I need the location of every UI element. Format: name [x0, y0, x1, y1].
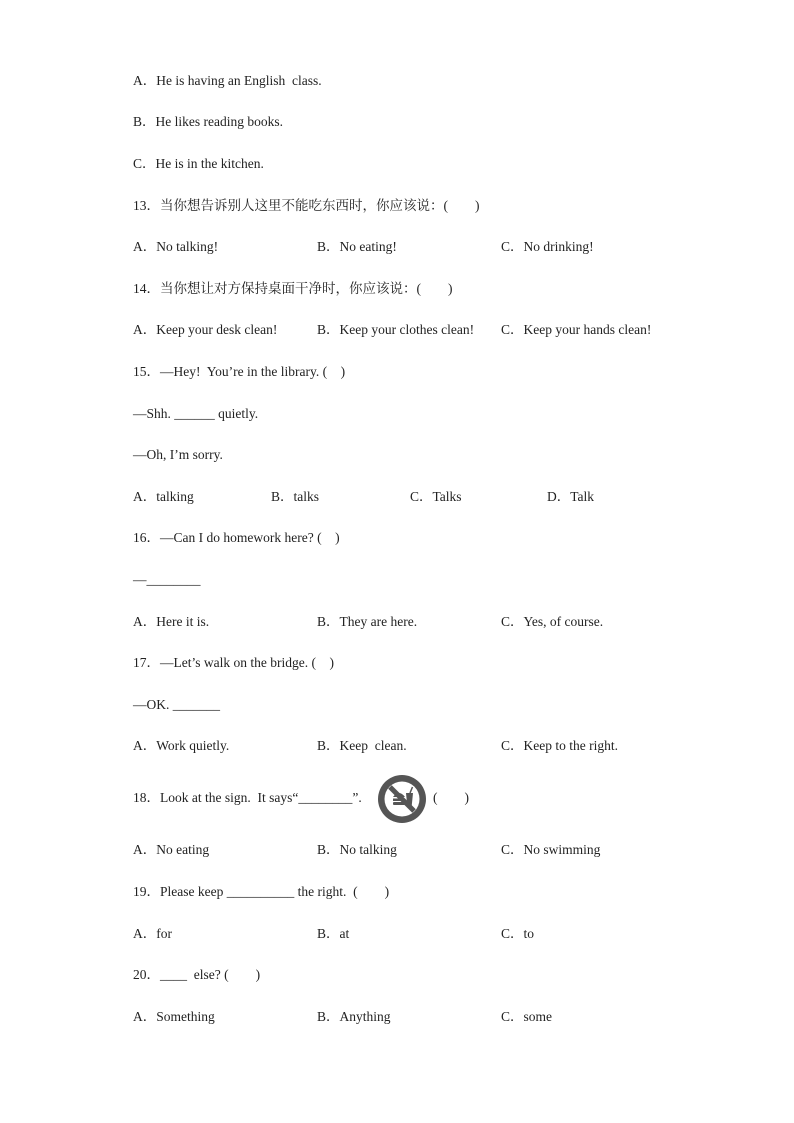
q16-option-c: C．Yes, of course.	[501, 614, 604, 629]
q17-option-c: C．Keep to the right.	[501, 738, 618, 753]
q13-option-b: B．No eating!	[317, 239, 397, 254]
q15-option-a: A．talking	[133, 489, 194, 504]
q19-stem: 19．Please keep __________ the right. ( )	[133, 884, 390, 899]
q13-option-c: C．No drinking!	[501, 239, 594, 254]
q15-option-b: B．talks	[271, 489, 320, 504]
q14-option-b: B．Keep your clothes clean!	[317, 322, 475, 337]
q19-option-a: A．for	[133, 926, 172, 941]
q20-option-c: C．some	[501, 1009, 553, 1024]
q18-option-c: C．No swimming	[501, 842, 601, 857]
q12-option-c: C．He is in the kitchen.	[133, 156, 264, 171]
q20-option-b: B．Anything	[317, 1009, 391, 1024]
q20-option-a: A．Something	[133, 1009, 215, 1024]
q14-option-a: A．Keep your desk clean!	[133, 322, 278, 337]
q17-option-a: A．Work quietly.	[133, 738, 230, 753]
q17-dialogue-line-2: —OK. _______	[133, 697, 220, 712]
q15-option-c: C．Talks	[410, 489, 462, 504]
q15-dialogue-line-2: —Shh. ______ quietly.	[133, 406, 259, 421]
q12-option-a: A．He is having an English class.	[133, 73, 322, 88]
q18-stem: 18．Look at the sign. It says“________”.	[133, 790, 362, 805]
q16-option-a: A．Here it is.	[133, 614, 210, 629]
q15-option-d: D．Talk	[547, 489, 595, 504]
q15-stem: 15．—Hey! You’re in the library. ( )	[133, 364, 346, 379]
q18-option-a: A．No eating	[133, 842, 210, 857]
q14-option-c: C．Keep your hands clean!	[501, 322, 652, 337]
q17-stem: 17．—Let’s walk on the bridge. ( )	[133, 655, 334, 670]
q18-option-b: B．No talking	[317, 842, 397, 857]
q19-option-b: B．at	[317, 926, 350, 941]
q18-paren: ( )	[433, 790, 469, 805]
q13-stem: 13．当你想告诉别人这里不能吃东西时，你应该说：( )	[133, 198, 480, 213]
q16-option-b: B．They are here.	[317, 614, 418, 629]
q14-stem: 14．当你想让对方保持桌面干净时，你应该说：( )	[133, 281, 453, 296]
q13-option-a: A．No talking!	[133, 239, 219, 254]
q12-option-b: B．He likes reading books.	[133, 114, 283, 129]
q16-stem: 16．—Can I do homework here? ( )	[133, 530, 340, 545]
q16-dialogue-line-2: —________	[133, 572, 201, 587]
q17-option-b: B．Keep clean.	[317, 738, 407, 753]
q15-dialogue-line-3: —Oh, I’m sorry.	[133, 447, 223, 462]
no-eating-sign-icon	[378, 775, 426, 823]
q20-stem: 20．____ else? ( )	[133, 967, 261, 982]
q19-option-c: C．to	[501, 926, 535, 941]
